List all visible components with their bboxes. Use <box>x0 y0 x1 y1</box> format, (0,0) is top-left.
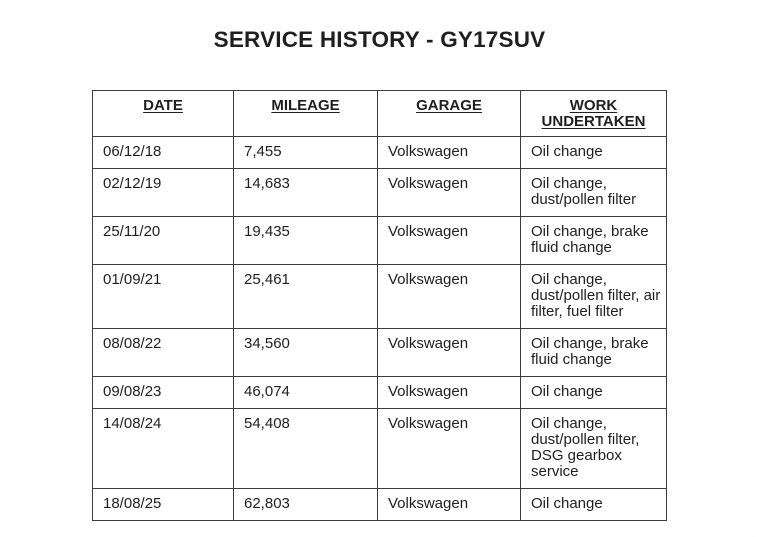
table-row <box>93 265 667 329</box>
cell-garage: Volkswagen <box>378 489 521 521</box>
service-history-table <box>92 90 667 521</box>
cell-date: 09/08/23 <box>93 377 234 409</box>
cell-date: 01/09/21 <box>93 265 234 329</box>
cell-garage: Volkswagen <box>378 217 521 265</box>
cell-work: Oil change, dust/pollen filter, DSG gearbox service <box>521 409 667 489</box>
cell-mileage: 34,560 <box>234 329 378 377</box>
document-page <box>0 27 759 537</box>
cell-garage: Volkswagen <box>378 409 521 489</box>
cell-date: 06/12/18 <box>93 137 234 169</box>
cell-work: Oil change <box>521 377 667 409</box>
cell-garage: Volkswagen <box>378 169 521 217</box>
cell-date: 08/08/22 <box>93 329 234 377</box>
cell-garage: Volkswagen <box>378 137 521 169</box>
table-row <box>93 137 667 169</box>
cell-date: 14/08/24 <box>93 409 234 489</box>
cell-work: Oil change, brake fluid change <box>521 329 667 377</box>
column-header-mileage: MILEAGE <box>234 91 378 137</box>
cell-mileage: 25,461 <box>234 265 378 329</box>
table-row <box>93 409 667 489</box>
cell-garage: Volkswagen <box>378 329 521 377</box>
cell-garage: Volkswagen <box>378 265 521 329</box>
column-header-date: DATE <box>93 91 234 137</box>
cell-mileage: 46,074 <box>234 377 378 409</box>
cell-mileage: 7,455 <box>234 137 378 169</box>
page-title: SERVICE HISTORY - GY17SUV <box>213 27 546 52</box>
cell-work: Oil change <box>521 489 667 521</box>
cell-mileage: 19,435 <box>234 217 378 265</box>
cell-date: 02/12/19 <box>93 169 234 217</box>
column-header-work: WORK UNDERTAKEN <box>521 91 667 137</box>
table-row <box>93 329 667 377</box>
cell-mileage: 62,803 <box>234 489 378 521</box>
cell-work: Oil change, brake fluid change <box>521 217 667 265</box>
cell-work: Oil change, dust/pollen filter <box>521 169 667 217</box>
table-row <box>93 217 667 265</box>
cell-date: 18/08/25 <box>93 489 234 521</box>
cell-date: 25/11/20 <box>93 217 234 265</box>
column-header-garage: GARAGE <box>378 91 521 137</box>
table-row <box>93 169 667 217</box>
cell-mileage: 54,408 <box>234 409 378 489</box>
cell-work: Oil change, dust/pollen filter, air filter, fuel filter <box>521 265 667 329</box>
cell-work: Oil change <box>521 137 667 169</box>
table-row <box>93 377 667 409</box>
table-header-row <box>93 91 667 137</box>
cell-garage: Volkswagen <box>378 377 521 409</box>
cell-mileage: 14,683 <box>234 169 378 217</box>
table-row <box>93 489 667 521</box>
